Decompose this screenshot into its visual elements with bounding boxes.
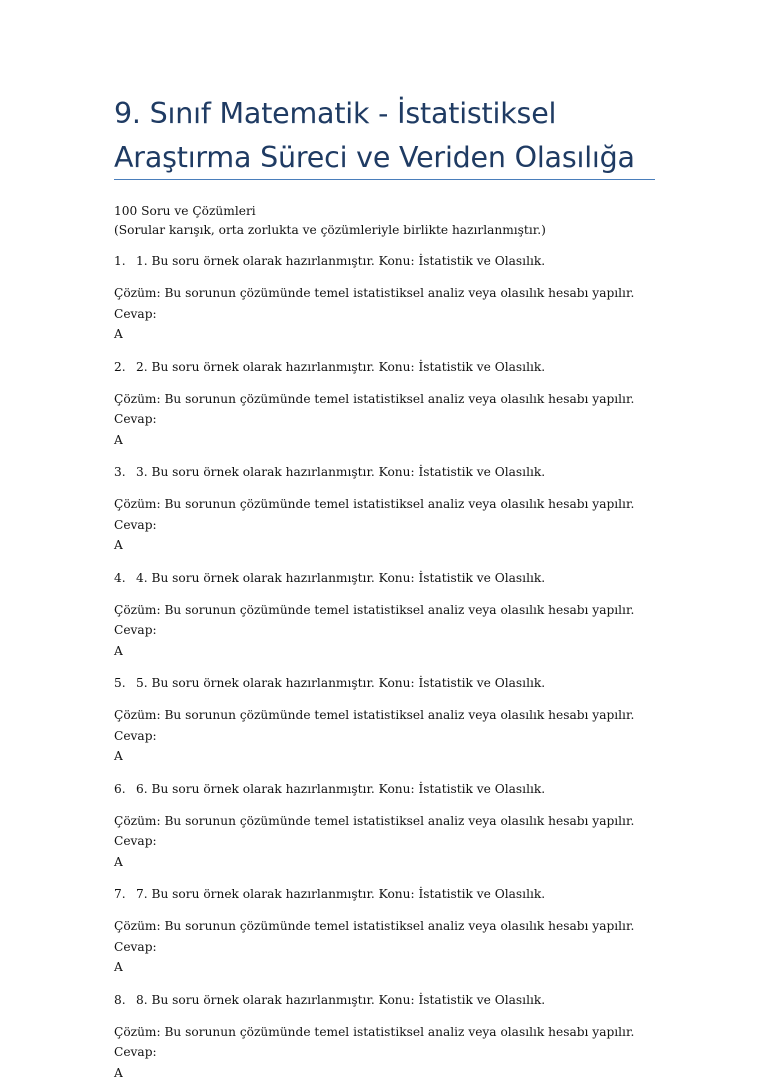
solution xyxy=(114,494,659,556)
solution-text: Çözüm: Bu sorunun çözümünde temel istatistiksel analiz veya olasılık hesabı yapılır. Cevap: xyxy=(114,603,634,638)
solution xyxy=(114,916,659,978)
title-block xyxy=(114,92,655,180)
list-item xyxy=(114,252,659,345)
question-number: 3. xyxy=(114,463,136,481)
question-text: 5. Bu soru örnek olarak hazırlanmıştır. Konu: İstatistik ve Olasılık. xyxy=(136,674,545,692)
question-text: 6. Bu soru örnek olarak hazırlanmıştır. Konu: İstatistik ve Olasılık. xyxy=(136,780,545,798)
solution xyxy=(114,600,659,662)
solution xyxy=(114,811,659,873)
solution-answer: A xyxy=(114,855,123,869)
page-title xyxy=(114,92,655,180)
question xyxy=(114,358,659,376)
solution-answer: A xyxy=(114,327,123,341)
document-body xyxy=(114,202,659,1083)
solution xyxy=(114,389,659,451)
solution-text: Çözüm: Bu sorunun çözümünde temel istatistiksel analiz veya olasılık hesabı yapılır. Cevap: xyxy=(114,286,634,321)
question-number: 6. xyxy=(114,780,136,798)
question-number: 4. xyxy=(114,569,136,587)
question-text: 8. Bu soru örnek olarak hazırlanmıştır. Konu: İstatistik ve Olasılık. xyxy=(136,991,545,1009)
question xyxy=(114,252,659,270)
solution xyxy=(114,283,659,345)
solution-text: Çözüm: Bu sorunun çözümünde temel istatistiksel analiz veya olasılık hesabı yapılır. Cevap: xyxy=(114,708,634,743)
solution-text: Çözüm: Bu sorunun çözümünde temel istatistiksel analiz veya olasılık hesabı yapılır. Cevap: xyxy=(114,814,634,849)
solution-answer: A xyxy=(114,538,123,552)
list-item xyxy=(114,885,659,978)
question xyxy=(114,991,659,1009)
question-number: 7. xyxy=(114,885,136,903)
question-text: 4. Bu soru örnek olarak hazırlanmıştır. Konu: İstatistik ve Olasılık. xyxy=(136,569,545,587)
intro xyxy=(114,202,659,239)
list-item xyxy=(114,991,659,1083)
solution xyxy=(114,1022,659,1083)
question xyxy=(114,885,659,903)
question-number: 2. xyxy=(114,358,136,376)
solution xyxy=(114,705,659,767)
question-list xyxy=(114,252,659,1083)
question xyxy=(114,463,659,481)
question xyxy=(114,569,659,587)
question xyxy=(114,674,659,692)
solution-answer: A xyxy=(114,1066,123,1080)
solution-text: Çözüm: Bu sorunun çözümünde temel istatistiksel analiz veya olasılık hesabı yapılır. Cevap: xyxy=(114,497,634,532)
question-text: 1. Bu soru örnek olarak hazırlanmıştır. Konu: İstatistik ve Olasılık. xyxy=(136,252,545,270)
list-item xyxy=(114,674,659,767)
subtitle-line-2: (Sorular karışık, orta zorlukta ve çözümleriyle birlikte hazırlanmıştır.) xyxy=(114,221,659,240)
question-text: 3. Bu soru örnek olarak hazırlanmıştır. Konu: İstatistik ve Olasılık. xyxy=(136,463,545,481)
solution-answer: A xyxy=(114,433,123,447)
solution-text: Çözüm: Bu sorunun çözümünde temel istatistiksel analiz veya olasılık hesabı yapılır. Cevap: xyxy=(114,1025,634,1060)
list-item xyxy=(114,780,659,873)
solution-text: Çözüm: Bu sorunun çözümünde temel istatistiksel analiz veya olasılık hesabı yapılır. Cevap: xyxy=(114,392,634,427)
question-text: 2. Bu soru örnek olarak hazırlanmıştır. Konu: İstatistik ve Olasılık. xyxy=(136,358,545,376)
question-number: 8. xyxy=(114,991,136,1009)
question xyxy=(114,780,659,798)
solution-answer: A xyxy=(114,749,123,763)
title-line-1: 9. Sınıf Matematik - İstatistiksel xyxy=(114,97,556,130)
solution-answer: A xyxy=(114,644,123,658)
list-item xyxy=(114,463,659,556)
list-item xyxy=(114,569,659,662)
question-text: 7. Bu soru örnek olarak hazırlanmıştır. Konu: İstatistik ve Olasılık. xyxy=(136,885,545,903)
solution-answer: A xyxy=(114,960,123,974)
question-number: 5. xyxy=(114,674,136,692)
solution-text: Çözüm: Bu sorunun çözümünde temel istatistiksel analiz veya olasılık hesabı yapılır. Cevap: xyxy=(114,919,634,954)
title-line-2: Araştırma Süreci ve Veriden Olasılığa xyxy=(114,141,635,174)
subtitle-line-1: 100 Soru ve Çözümleri xyxy=(114,202,659,221)
question-number: 1. xyxy=(114,252,136,270)
title-underline xyxy=(114,179,655,180)
list-item xyxy=(114,358,659,451)
